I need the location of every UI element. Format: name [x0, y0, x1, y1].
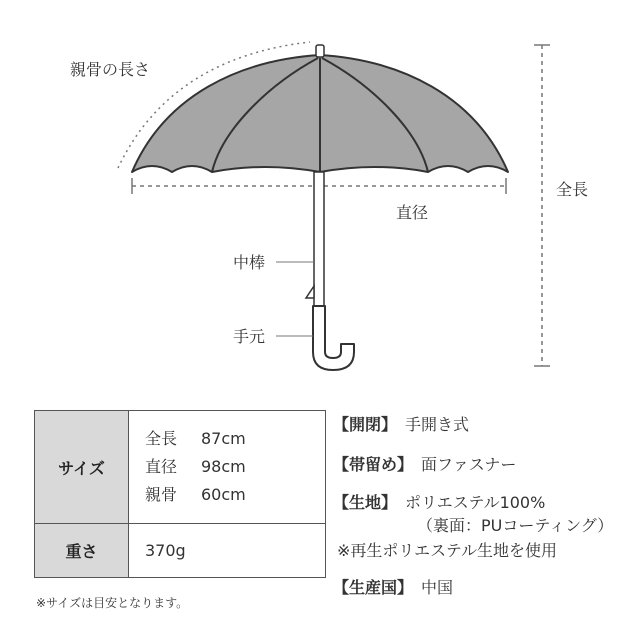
- info-fabric-back: （裏面：PUコーティング）: [417, 516, 614, 535]
- handle-label: 手元: [233, 327, 266, 346]
- size-header: サイズ: [35, 411, 129, 523]
- info-strap-value: 面ファスナー: [421, 455, 517, 474]
- info-strap: [333, 452, 516, 475]
- weight-header: 重さ: [35, 524, 129, 577]
- info-origin-value: 中国: [421, 578, 454, 597]
- umbrella-handle: [313, 306, 354, 370]
- size-line-rib: [145, 481, 325, 509]
- total-length-label: 全長: [556, 180, 589, 199]
- info-fabric-value: ポリエステル100%: [405, 493, 546, 512]
- info-opening-value: 手開き式: [405, 415, 470, 434]
- diameter-label: 直径: [396, 203, 429, 222]
- size-key: 親骨: [145, 485, 178, 504]
- size-value: 60cm: [201, 485, 246, 504]
- info-origin-label: 【生産国】: [333, 578, 414, 597]
- info-opening: [333, 412, 469, 435]
- info-origin: [333, 575, 453, 598]
- size-key: 直径: [145, 457, 178, 476]
- umbrella-tip: [316, 45, 324, 57]
- info-fabric-label: 【生地】: [333, 493, 398, 512]
- info-opening-label: 【開閉】: [333, 415, 398, 434]
- umbrella-shaft: [314, 172, 324, 307]
- size-value: 87cm: [201, 429, 246, 448]
- size-values: [129, 411, 325, 523]
- size-line-total: [145, 425, 325, 453]
- info-fabric: [333, 490, 545, 513]
- rib-length-label: 親骨の長さ: [70, 60, 151, 79]
- weight-row: [35, 524, 325, 577]
- spec-table: [34, 410, 326, 578]
- weight-value-text: 370g: [145, 541, 186, 560]
- size-line-diameter: [145, 453, 325, 481]
- size-value: 98cm: [201, 457, 246, 476]
- info-fabric-note: ※再生ポリエステル生地を使用: [337, 541, 557, 560]
- shaft-runner: [306, 286, 314, 298]
- info-strap-label: 【帯留め】: [333, 455, 414, 474]
- weight-value: [129, 524, 325, 577]
- size-note: ※サイズは目安となります。: [36, 596, 189, 610]
- shaft-label: 中棒: [233, 253, 266, 272]
- size-row: [35, 411, 325, 524]
- size-key: 全長: [145, 429, 178, 448]
